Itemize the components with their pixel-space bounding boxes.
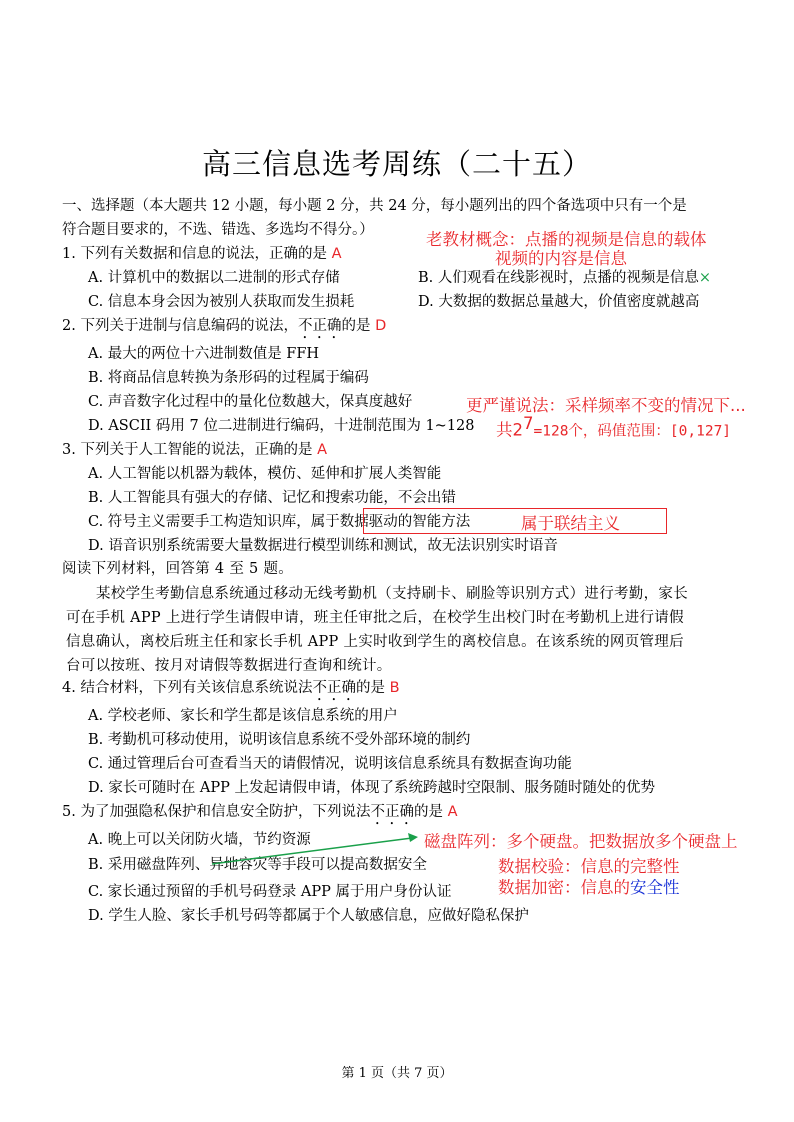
option-b: B. 人工智能具有强大的存储、记忆和搜索功能，不会出错 (88, 490, 456, 506)
cross-mark: × (698, 270, 712, 286)
handwritten-answer: D (375, 318, 387, 334)
emphasis-text: 不正确 (297, 318, 342, 334)
option-text: B. 人们观看在线影视时，点播的视频是信息 (418, 270, 699, 286)
material-paragraph: 信息确认，离校后班主任和家长手机 APP 上实时收到学生的离校信息。在该系统的网页管理后 (66, 634, 684, 650)
question-stem-text: 的是 (413, 804, 443, 820)
handwritten-answer: A (331, 246, 342, 262)
annotation-text: 共2 (496, 420, 523, 440)
annotation-note: 属于联结主义 (521, 514, 620, 533)
option-b: B. 将商品信息转换为条形码的过程属于编码 (88, 370, 369, 386)
option-d: D. 语音识别系统需要大量数据进行模型训练和测试，故无法识别实时语音 (88, 538, 558, 554)
annotation-highlight: 安全性 (630, 878, 680, 897)
boxed-text: 数据驱动的智能方法 (339, 514, 471, 530)
question-stem-text: 2. 下列关于进制与信息编码的说法， (62, 318, 298, 334)
option-b: B. 采用磁盘阵列、异地容灾等手段可以提高数据安全 (88, 857, 427, 873)
option-a: A. 人工智能以机器为载体，模仿、延伸和扩展人类智能 (88, 466, 442, 482)
annotation-superscript: 7 (523, 414, 534, 433)
question-stem-text: 的是 (341, 318, 371, 334)
question-stem-text: 5. 为了加强隐私保护和信息安全防护，下列说法 (62, 804, 371, 820)
question-stem-text: 1. 下列有关数据和信息的说法，正确的是 (62, 246, 327, 262)
handwritten-answer: A (447, 804, 458, 820)
option-a: A. 学校老师、家长和学生都是该信息系统的用户 (88, 708, 398, 724)
handwritten-answer: A (317, 442, 327, 458)
material-intro: 阅读下列材料，回答第 4 至 5 题。 (62, 561, 294, 577)
annotation-text: 数据加密：信息的 (498, 878, 630, 897)
option-a: A. 计算机中的数据以二进制的形式存储 (88, 270, 340, 286)
option-d: D. 家长可随时在 APP 上发起请假申请，体现了系统跨越时空限制、服务随时随处的优势 (88, 780, 656, 796)
question-stem-text: 的是 (355, 680, 385, 696)
emphasis-text: 不正确 (312, 680, 356, 696)
annotation-note: 磁盘阵列：多个硬盘。把数据放多个硬盘上 (424, 832, 738, 851)
option-c: C. 通过管理后台可查看当天的请假情况，说明该信息系统具有数据查询功能 (88, 756, 572, 772)
annotation-note: 更严谨说法：采样频率不变的情况下... (466, 396, 746, 415)
option-text: C. 符号主义需要手工构造知识库，属于 (88, 514, 340, 530)
annotation-text: =128个，码值范围：[0,127] (533, 423, 732, 440)
option-a: A. 晚上可以关闭防火墙，节约资源 (88, 832, 311, 848)
option-d: D. 学生人脸、家长手机号码等都属于个人敏感信息，应做好隐私保护 (88, 908, 529, 924)
page-title: 高三信息选考周练（二十五） (201, 147, 592, 181)
section-intro-line1: 一、选择题（本大题共 12 小题，每小题 2 分，共 24 分，每小题列出的四个备选项中只有一个是 (62, 198, 687, 214)
material-paragraph: 台可以按班、按月对请假等数据进行查询和统计。 (66, 658, 392, 674)
section-intro-line2: 符合题目要求的，不选、错选、多选均不得分。） (62, 222, 374, 238)
page-footer: 第 1 页（共 7 页） (341, 1066, 453, 1081)
emphasis-text: 不正确 (370, 804, 414, 820)
question-stem-text: 3. 下列关于人工智能的说法，正确的是 (62, 442, 313, 458)
option-c: C. 声音数字化过程中的量化位数越大，保真度越好 (88, 394, 413, 410)
annotation-note: 视频的内容是信息 (495, 249, 627, 268)
option-d: D. ASCII 码用 7 位二进制进行编码，十进制范围为 1~128 (88, 418, 475, 434)
material-paragraph: 可在手机 APP 上进行学生请假申请，班主任审批之后，在校学生出校门时在考勤机上进行请假 (66, 610, 684, 626)
option-a: A. 最大的两位十六进制数值是 FFH (88, 346, 320, 362)
handwritten-answer: B (389, 680, 400, 696)
question-stem-text: 4. 结合材料，下列有关该信息系统说法 (62, 680, 313, 696)
option-c: C. 信息本身会因为被别人获取而发生损耗 (88, 294, 355, 310)
option-c: C. 家长通过预留的手机号码登录 APP 属于用户身份认证 (88, 884, 452, 900)
option-d: D. 大数据的数据总量越大，价值密度就越高 (418, 294, 700, 310)
option-b: B. 考勤机可移动使用，说明该信息系统不受外部环境的制约 (88, 732, 471, 748)
annotation-note: 数据校验：信息的完整性 (498, 857, 680, 876)
annotation-note: 老教材概念：点播的视频是信息的载体 (426, 230, 707, 249)
material-paragraph: 某校学生考勤信息系统通过移动无线考勤机（支持刷卡、刷脸等识别方式）进行考勤，家长 (96, 586, 688, 602)
